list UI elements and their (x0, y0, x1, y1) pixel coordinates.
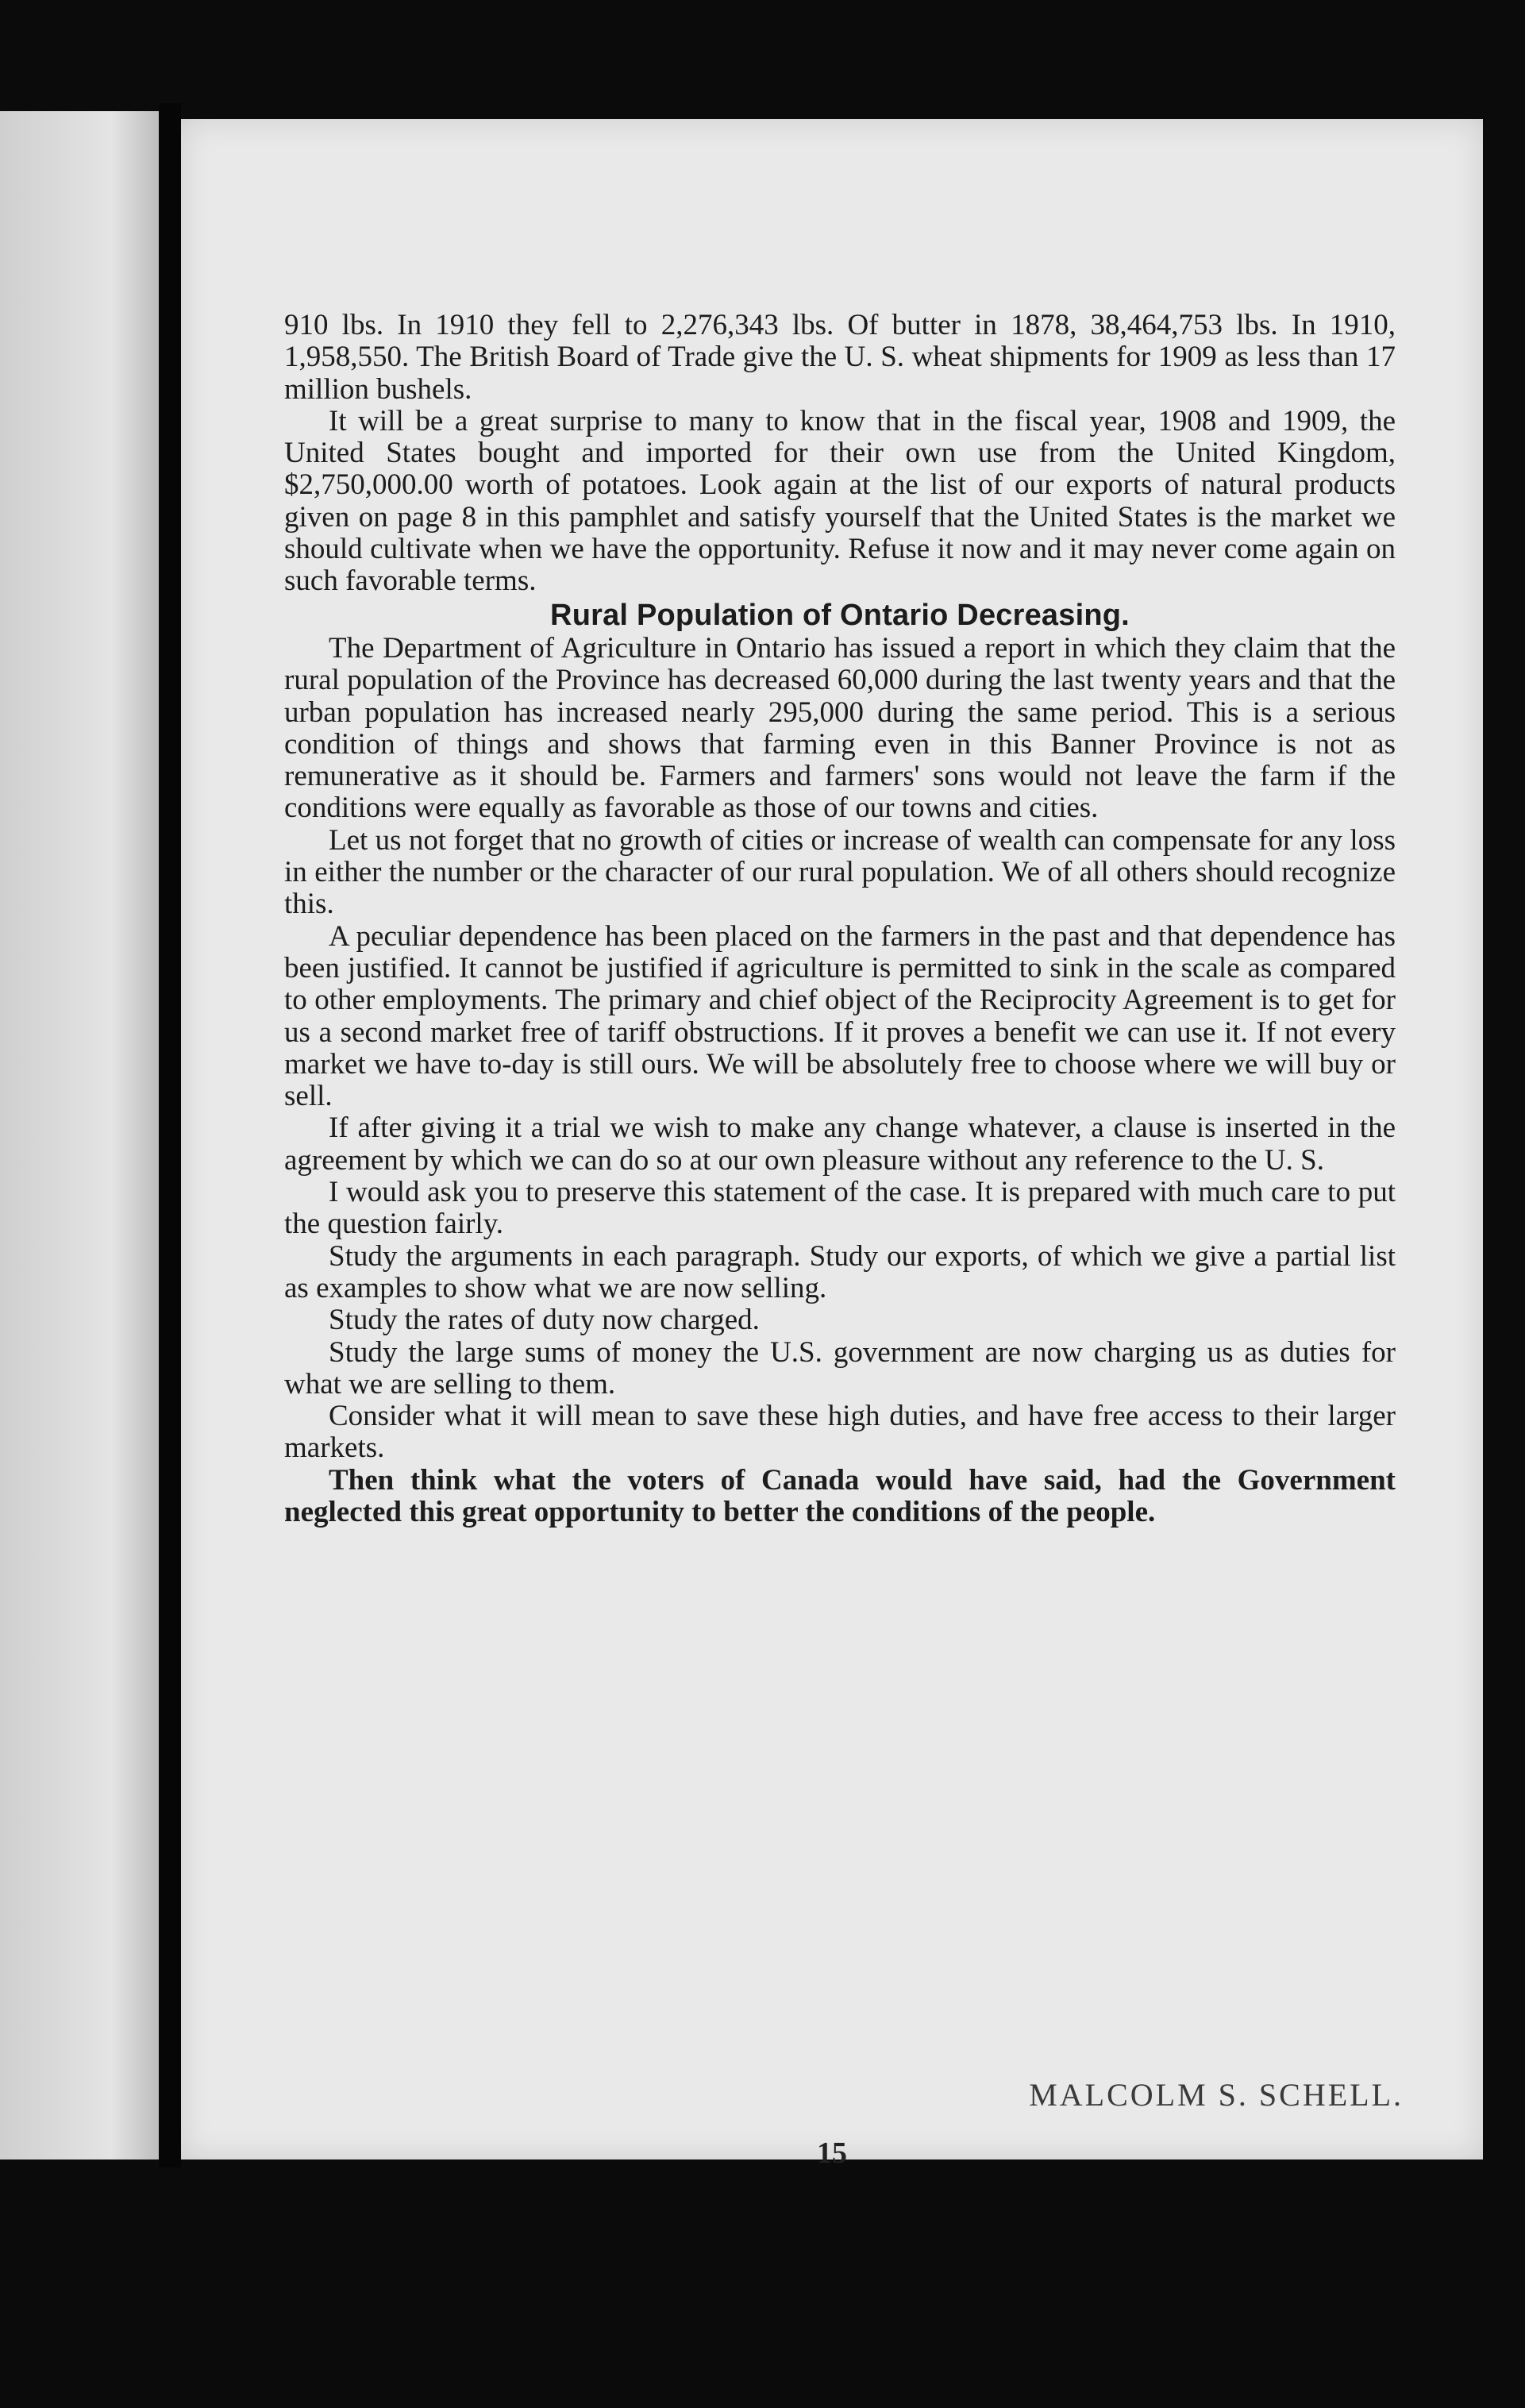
document-page (181, 119, 1483, 2170)
paragraph: A peculiar dependence has been placed on the farmers in the past and that dependence has been justified. It cannot be justified if agriculture is permitted to sink in the scale as compared to other employments. The primary and chief object of the Reciprocity Agreement is to get for us a second market free of tariff obstructions. If it proves a benefit we can use it. If not every market we have to-day is still ours. We will be absolutely free to choose where we will buy or sell. (284, 919, 1396, 1113)
facing-page-edge (0, 111, 159, 2159)
author-signature: MALCOLM S. SCHELL. (1029, 2077, 1404, 2113)
closing-paragraph: Then think what the voters of Canada would have said, had the Government neglected this great opportunity to better the conditions of the people. (284, 1463, 1396, 1528)
paragraph: 910 lbs. In 1910 they fell to 2,276,343 lbs. Of butter in 1878, 38,464,753 lbs. In 1910, 1,958,550. The British Board of Trade give the U. S. wheat shipments for 1909 as less than 17 million bushels. (284, 309, 1396, 406)
paragraph: Let us not forget that no growth of cities or increase of wealth can compensate for any loss in either the number or the character of our rural population. We of all others should recognize this. (284, 823, 1396, 921)
body-text (284, 310, 1396, 1528)
paragraph: Study the rates of duty now charged. (329, 1304, 760, 1337)
paragraph: The Department of Agriculture in Ontario has issued a report in which they claim that the rural population of the Province has decreased 60,000 during the last twenty years and that the urban population has increased nearly 295,000 during the same period. This is a serious condition of things and shows that farming even in this Banner Province is not as remunerative as it should be. Farmers and farmers' sons would not leave the farm if the conditions were equally as favorable as those of our towns and cities. (284, 631, 1396, 825)
section-heading: Rural Population of Ontario Decreasing. (550, 598, 1130, 632)
paragraph: If after giving it a trial we wish to make any change whatever, a clause is inserted in the agreement by which we can do so at our own pleasure without any reference to the U. S. (284, 1112, 1396, 1177)
paragraph: It will be a great surprise to many to know that in the fiscal year, 1908 and 1909, the United States bought and imported for their own use from the United Kingdom, $2,750,000.00 worth of potatoes. Look again at the list of our exports of natural products given on page 8 in this pamphlet and satisfy yourself that the United States is the market we should cultivate when we have the opportunity. Refuse it now and it may never come again on such favorable terms. (284, 404, 1396, 598)
book-gutter (159, 103, 181, 2167)
paragraph: Consider what it will mean to save these high duties, and have free access to their larger markets. (284, 1400, 1396, 1465)
paragraph: Study the arguments in each paragraph. Study our exports, of which we give a partial list as examples to show what we are now selling. (284, 1239, 1396, 1304)
paragraph: Study the large sums of money the U.S. government are now charging us as duties for what we are selling to them. (284, 1335, 1396, 1400)
paragraph: I would ask you to preserve this statement of the case. It is prepared with much care to put the question fairly. (284, 1176, 1396, 1241)
page-number: 15 (817, 2136, 847, 2170)
